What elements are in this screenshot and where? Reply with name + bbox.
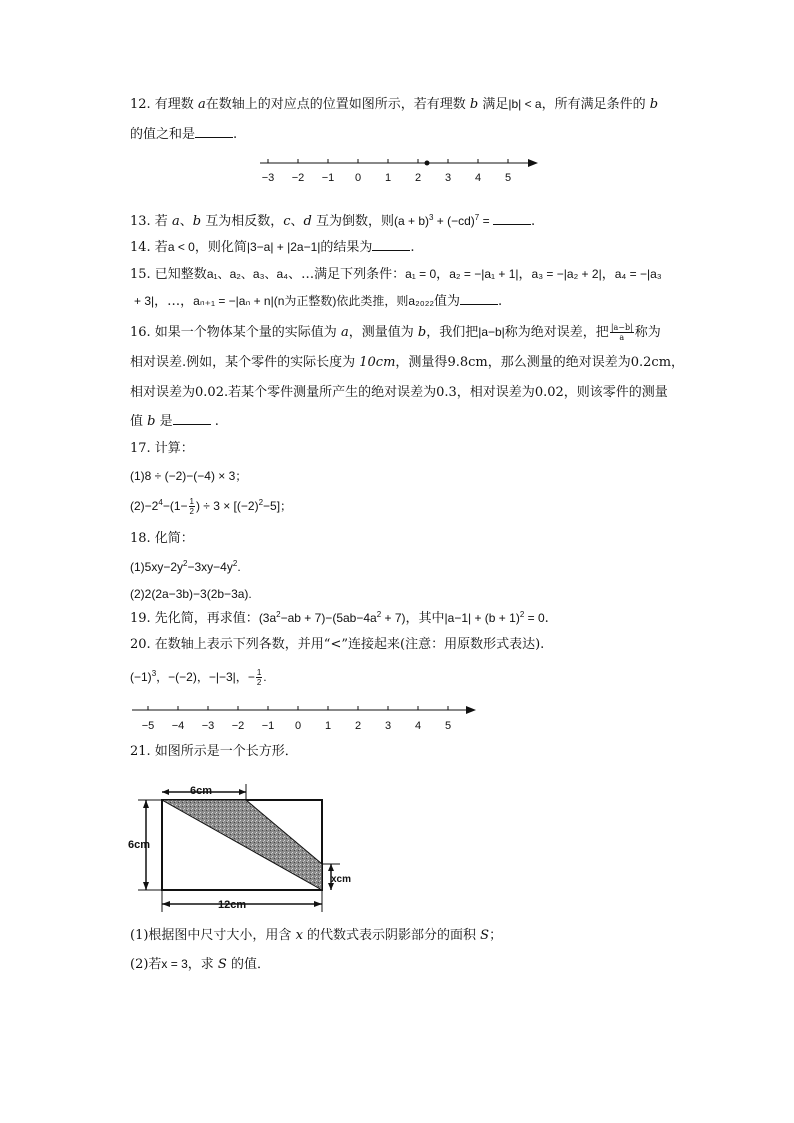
q21-text: 的代数式表示阴影部分的面积 bbox=[302, 928, 481, 943]
q14-text: ，则化简 bbox=[194, 240, 247, 255]
tick-label: 2 bbox=[414, 172, 422, 184]
label-right: xcm bbox=[331, 874, 352, 885]
q13-text: 、 bbox=[290, 214, 304, 229]
q13-text: 13. 若 bbox=[130, 214, 172, 229]
q15-line1 bbox=[130, 265, 662, 284]
q16-text: ，测量值为 bbox=[348, 325, 418, 340]
q12-condition: |b| < a bbox=[508, 97, 542, 111]
q19-text: . bbox=[544, 611, 549, 626]
q18-title: 18. 化简： bbox=[130, 531, 194, 546]
tick-label: 0 bbox=[354, 172, 362, 184]
q17-fraction: $\frac{1}{2}$ bbox=[189, 497, 194, 517]
q19 bbox=[130, 609, 549, 628]
answer-blank[interactable] bbox=[460, 292, 498, 305]
q20-fraction: $\frac{1}{2}$ bbox=[256, 668, 262, 688]
q15-text: ， bbox=[436, 267, 450, 282]
q19-expression: $(3a^2-ab + 7)-(5ab-4a^2 + 7)$ bbox=[258, 610, 406, 625]
q13-text: 互为相反数， bbox=[201, 214, 284, 229]
q15-condition: a₂ = −|a₁ + 1| bbox=[449, 267, 519, 281]
q17-title: 17. 计算： bbox=[130, 441, 194, 456]
shaded-region bbox=[162, 800, 322, 890]
q20-number-line bbox=[128, 700, 483, 740]
q15-condition: + 3| bbox=[134, 294, 155, 308]
q16-text: 称为 bbox=[634, 325, 661, 340]
q12-text: 的值之和是 bbox=[130, 127, 196, 142]
q13-text: 互为倒数，则 bbox=[311, 214, 394, 229]
q15-list: a₁、a₂、a₃、a₄ bbox=[206, 267, 289, 281]
q13-text: . bbox=[530, 214, 536, 229]
q16-value: 10cm bbox=[359, 355, 396, 370]
answer-blank[interactable] bbox=[195, 125, 233, 138]
q16-var: b bbox=[417, 325, 427, 340]
q14-text: 14. 若 bbox=[130, 240, 168, 255]
tick-label: 5 bbox=[504, 172, 512, 184]
q16-text: ，相对误差为 bbox=[456, 385, 535, 400]
q16-line2 bbox=[130, 354, 684, 372]
tick-label: −4 bbox=[171, 720, 185, 732]
q16-text: ， bbox=[671, 355, 685, 370]
q16-fraction: $\frac{|a-b|}{a}$ bbox=[610, 323, 633, 342]
q19-condition: $|a-1| + (b + 1)^2 = 0$ bbox=[444, 610, 545, 625]
answer-blank[interactable] bbox=[173, 412, 211, 425]
q21-var: x bbox=[295, 928, 303, 943]
q17-part1: (1)8 ÷ (−2)−(−4) × 3； bbox=[130, 469, 248, 483]
q16-text: ，我们把 bbox=[426, 325, 479, 340]
q12-text: 在数轴上的对应点的位置如图所示，若有理数 bbox=[205, 97, 470, 112]
q21-part1 bbox=[130, 927, 502, 945]
q15-text: ， bbox=[518, 267, 532, 282]
q14-condition: a < 0 bbox=[167, 240, 195, 254]
q15-rule: aₙ₊₁ = −|aₙ + n| bbox=[193, 294, 274, 308]
q12-var-b: b bbox=[649, 97, 659, 112]
q17-part2: $(2)-2^4-(1-$ $\frac{1}{2}$ ) ÷ $3 \times [(-2)^2-5]$； bbox=[130, 497, 293, 517]
tick-label: 1 bbox=[324, 720, 332, 732]
label-left: 6cm bbox=[128, 839, 151, 851]
q15-text: 15. 已知整数 bbox=[130, 267, 207, 282]
q12-line1 bbox=[130, 95, 658, 114]
label-bottom: 12cm bbox=[218, 899, 247, 911]
q15-text: 值为 bbox=[434, 294, 461, 309]
tick-label: 3 bbox=[444, 172, 452, 184]
q12-var-b: b bbox=[469, 97, 479, 112]
q15-text: 、…满足下列条件： bbox=[288, 267, 406, 282]
q21-condition: x = 3 bbox=[161, 957, 188, 971]
q16-value: 0.02 bbox=[195, 385, 224, 400]
q19-text: ，其中 bbox=[405, 611, 445, 626]
q21-text: ，求 bbox=[187, 957, 218, 972]
tick-label: 3 bbox=[384, 720, 392, 732]
q21-text: (2)若 bbox=[130, 957, 162, 972]
q12-text: . bbox=[233, 127, 238, 142]
q21-part2 bbox=[130, 955, 270, 974]
q13 bbox=[130, 212, 535, 231]
q15-target: a₂₀₂₂ bbox=[408, 294, 435, 308]
q16-text: 值 bbox=[130, 414, 148, 429]
q12-text: ，所有满足条件的 bbox=[541, 97, 650, 112]
q16-var: b bbox=[147, 414, 156, 429]
q21-var: S bbox=[217, 957, 227, 972]
point-a bbox=[425, 161, 430, 166]
q13-var: c bbox=[283, 214, 291, 229]
q16-text: ，则该零件的测量 bbox=[563, 385, 668, 400]
q15-text: ， bbox=[601, 267, 615, 282]
q16-text: 是 bbox=[155, 414, 173, 429]
q13-var: d bbox=[303, 214, 312, 229]
tick-label: −5 bbox=[141, 720, 155, 732]
q16-value: 0.02 bbox=[534, 385, 564, 400]
q19-text: 19. 先化简，再求值： bbox=[130, 611, 259, 626]
q16-value: 9.8cm bbox=[447, 355, 488, 370]
q16-var: a bbox=[340, 325, 349, 340]
q16-text: 相对误差.例如，某个零件的实际长度为 bbox=[130, 355, 360, 370]
q12-line2 bbox=[130, 125, 237, 144]
q20-text: 20. 在数轴上表示下列各数，并用“<”连接起来(注意：用原数形式表达). bbox=[130, 637, 545, 652]
q13-text: 、 bbox=[179, 214, 193, 229]
tick-label: −2 bbox=[231, 720, 245, 732]
q15-condition: a₁ = 0 bbox=[405, 267, 437, 281]
tick-label: 4 bbox=[414, 720, 422, 732]
q16-text: ，那么测量的绝对误差为 bbox=[487, 355, 631, 370]
tick-label: 5 bbox=[444, 720, 452, 732]
tick-label: 0 bbox=[294, 720, 302, 732]
q16-value: 0.3 bbox=[436, 385, 457, 400]
q12-text: 满足 bbox=[478, 97, 509, 112]
q15-condition: a₃ = −|a₂ + 2| bbox=[531, 267, 602, 281]
q16-line4 bbox=[130, 412, 219, 431]
tick-label: −2 bbox=[291, 172, 305, 184]
q20-numbers: $(-1)^3$，−(−2)，−|−3|，− $\frac{1}{2}$ . bbox=[130, 668, 267, 688]
q16-text: ，测量得 bbox=[395, 355, 448, 370]
q15-text: ，…， bbox=[154, 294, 194, 309]
q16-text: . bbox=[210, 414, 219, 429]
q15-line2 bbox=[134, 292, 502, 311]
q14-text: . bbox=[410, 240, 415, 255]
q16-line3 bbox=[130, 384, 668, 402]
q13-expression: $(a + b)^3 + (-cd)^7$ = bbox=[393, 213, 493, 228]
tick-label: −3 bbox=[261, 172, 275, 184]
q15-text: (n为正整数)依此类推，则 bbox=[273, 294, 409, 308]
tick-label: 2 bbox=[354, 720, 362, 732]
tick-label: −1 bbox=[261, 720, 275, 732]
q21-text: (1)根据图中尺寸大小，用含 bbox=[130, 928, 296, 943]
q16-value: 0.2cm bbox=[630, 355, 672, 370]
q14-text: 的结果为 bbox=[320, 240, 373, 255]
q16-text: .若某个零件测量所产生的绝对误差为 bbox=[223, 385, 437, 400]
q18-part1: $(1)5xy-2y^2-3xy-4y^2$. bbox=[130, 559, 241, 574]
q21-rectangle-figure bbox=[128, 772, 358, 922]
q13-var: b bbox=[192, 214, 202, 229]
tick-label: 4 bbox=[474, 172, 482, 184]
answer-blank[interactable] bbox=[493, 212, 531, 225]
q15-condition: a₄ = −|a₃ bbox=[614, 267, 662, 281]
q18-part2: (2)2(2a−3b)−3(2b−3a). bbox=[130, 587, 252, 601]
q15-text: . bbox=[498, 294, 503, 309]
tick-label: −3 bbox=[201, 720, 215, 732]
q12-var-a: a bbox=[197, 97, 206, 112]
answer-blank[interactable] bbox=[372, 238, 410, 251]
q16-text: 称为绝对误差，把 bbox=[504, 325, 609, 340]
q16-text: 16. 如果一个物体某个量的实际值为 bbox=[130, 325, 341, 340]
q13-var: a bbox=[171, 214, 180, 229]
q14 bbox=[130, 238, 415, 257]
label-top: 6cm bbox=[190, 785, 213, 797]
q21-text: ； bbox=[489, 928, 503, 943]
tick-label: −1 bbox=[321, 172, 335, 184]
q12-number-line bbox=[255, 150, 545, 190]
q21-title: 21. 如图所示是一个长方形． bbox=[130, 744, 298, 759]
q16-line1 bbox=[130, 323, 661, 342]
tick-label: 1 bbox=[384, 172, 392, 184]
q16-abs-error: |a−b| bbox=[478, 325, 505, 339]
q14-expression: |3−a| + |2a−1| bbox=[246, 240, 321, 254]
q12-text: 12. 有理数 bbox=[130, 97, 198, 112]
q21-var: S bbox=[480, 928, 490, 943]
q16-text: 相对误差为 bbox=[130, 385, 196, 400]
q21-text: 的值． bbox=[226, 957, 270, 972]
